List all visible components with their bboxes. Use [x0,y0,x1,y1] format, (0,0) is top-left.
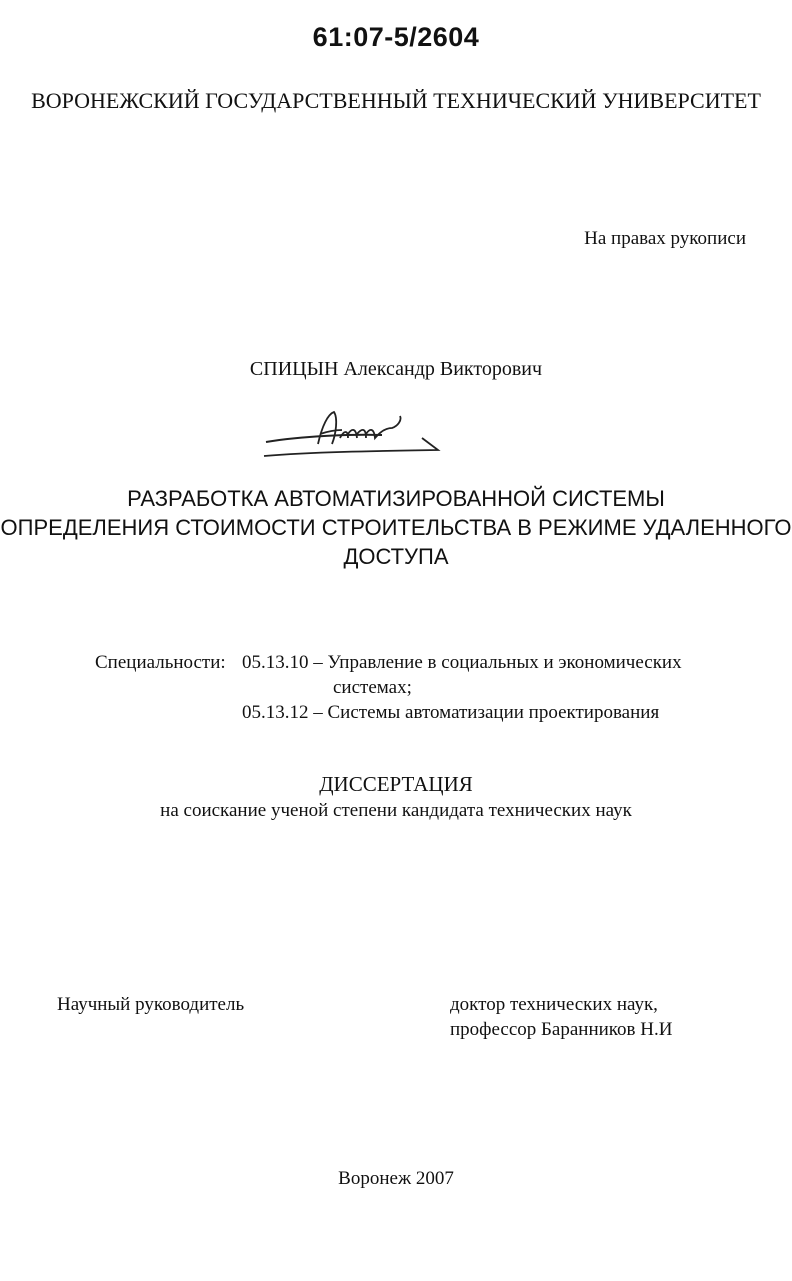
title-line: ДОСТУПА [343,544,449,569]
rights-note: На правах рукописи [584,228,746,249]
author-signature [262,404,442,464]
archive-code: 61:07-5/2604 [312,22,480,52]
work-type: ДИССЕРТАЦИЯ [319,772,473,796]
supervisor-name: профессор Баранников Н.И [450,1019,673,1040]
author-name: СПИЦЫН Александр Викторович [249,358,543,380]
specialties-label: Специальности: [95,652,226,673]
dissertation-title [0,484,792,571]
title-line: РАЗРАБОТКА АВТОМАТИЗИРОВАННОЙ СИСТЕМЫ [127,486,665,511]
title-line: ОПРЕДЕЛЕНИЯ СТОИМОСТИ СТРОИТЕЛЬСТВА В РЕЖИМЕ УДАЛЕННОГО [0,515,792,540]
specialty-item: 05.13.12 – Системы автоматизации проектирования [242,702,660,723]
university-name: ВОРОНЕЖСКИЙ ГОСУДАРСТВЕННЫЙ ТЕХНИЧЕСКИЙ УНИВЕРСИТЕТ [31,88,761,113]
specialty-item-continuation: системах; [333,677,412,698]
supervisor-label: Научный руководитель [57,994,245,1015]
supervisor-title: доктор технических наук, [450,994,658,1015]
degree-line: на соискание ученой степени кандидата технических наук [160,800,632,821]
specialty-item: 05.13.10 – Управление в социальных и экономических [242,652,682,673]
city-year: Воронеж 2007 [338,1168,454,1189]
